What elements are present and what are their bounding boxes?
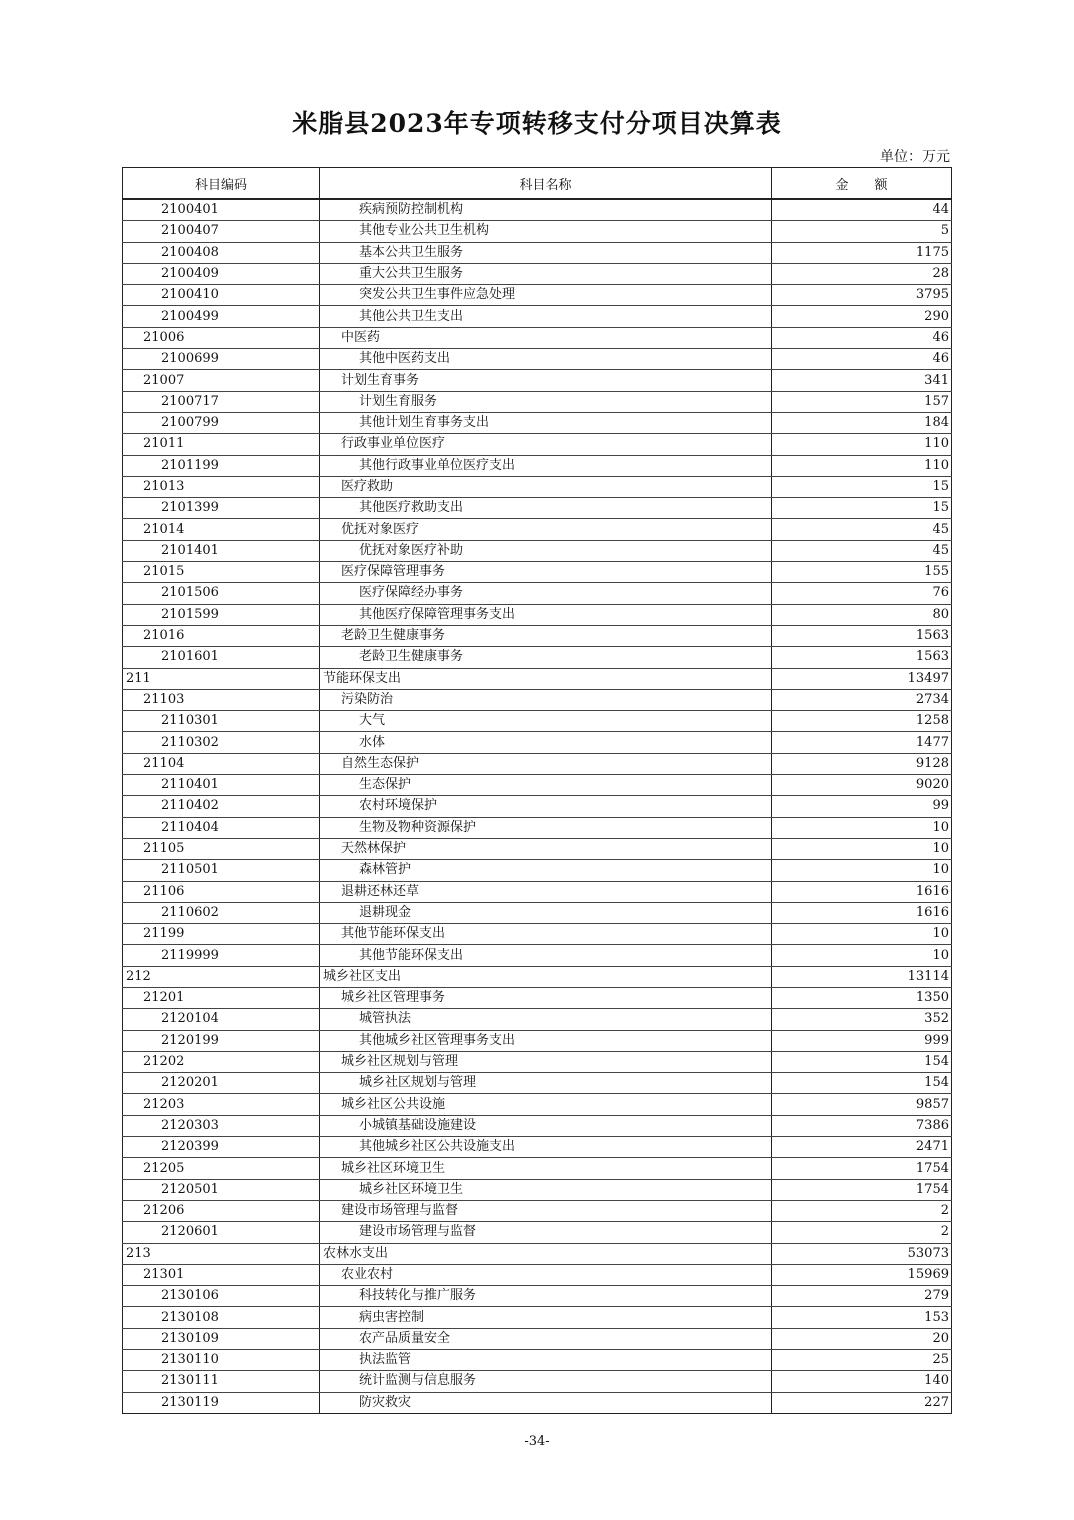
row-amount: 76	[772, 583, 952, 604]
row-name: 城乡社区环境卫生	[320, 1179, 772, 1200]
row-amount: 1616	[772, 881, 952, 902]
row-name: 医疗保障管理事务	[320, 562, 772, 583]
row-code: 2110301	[123, 711, 320, 732]
row-name: 其他节能环保支出	[320, 945, 772, 966]
table-row	[123, 370, 952, 391]
row-name: 城乡社区环境卫生	[320, 1158, 772, 1179]
row-code: 21201	[123, 987, 320, 1008]
row-name: 自然生态保护	[320, 753, 772, 774]
row-amount: 10	[772, 838, 952, 859]
row-name: 优抚对象医疗补助	[320, 540, 772, 561]
row-name: 疾病预防控制机构	[320, 199, 772, 221]
table-row	[123, 647, 952, 668]
row-amount: 9020	[772, 775, 952, 796]
table-row	[123, 881, 952, 902]
row-code: 2130108	[123, 1307, 320, 1328]
document-title: 米脂县2023年专项转移支付分项目决算表	[292, 109, 782, 138]
row-code: 2110302	[123, 732, 320, 753]
row-code: 2100408	[123, 242, 320, 263]
row-code: 2120501	[123, 1179, 320, 1200]
row-code: 2110401	[123, 775, 320, 796]
row-code: 2120201	[123, 1073, 320, 1094]
row-code: 2101401	[123, 540, 320, 561]
row-code: 2120199	[123, 1030, 320, 1051]
row-code: 2130110	[123, 1350, 320, 1371]
row-code: 213	[123, 1243, 320, 1264]
table-row	[123, 860, 952, 881]
row-amount: 1754	[772, 1158, 952, 1179]
row-name: 其他中医药支出	[320, 349, 772, 370]
table-row	[123, 604, 952, 625]
row-amount: 1350	[772, 987, 952, 1008]
row-amount: 15969	[772, 1264, 952, 1285]
table-row	[123, 1051, 952, 1072]
table-row	[123, 498, 952, 519]
row-amount: 10	[772, 860, 952, 881]
table-row	[123, 327, 952, 348]
table-row	[123, 1286, 952, 1307]
row-name: 城乡社区规划与管理	[320, 1051, 772, 1072]
row-amount: 1477	[772, 732, 952, 753]
row-code: 21103	[123, 689, 320, 710]
row-code: 2101199	[123, 455, 320, 476]
row-amount: 352	[772, 1009, 952, 1030]
table-row	[123, 391, 952, 412]
row-amount: 15	[772, 476, 952, 497]
table-row	[123, 689, 952, 710]
row-code: 2100717	[123, 391, 320, 412]
row-code: 21106	[123, 881, 320, 902]
table-row	[123, 966, 952, 987]
row-code: 2130106	[123, 1286, 320, 1307]
table-row	[123, 1371, 952, 1392]
table-row	[123, 1222, 952, 1243]
row-code: 2100409	[123, 263, 320, 284]
row-code: 2130111	[123, 1371, 320, 1392]
row-code: 2110602	[123, 902, 320, 923]
table-row	[123, 540, 952, 561]
column-header-code: 科目编码	[123, 168, 320, 200]
table-row	[123, 1179, 952, 1200]
row-amount: 10	[772, 817, 952, 838]
column-header-name: 科目名称	[320, 168, 772, 200]
row-name: 城乡社区管理事务	[320, 987, 772, 1008]
table-row	[123, 221, 952, 242]
row-code: 2110402	[123, 796, 320, 817]
table-row	[123, 1158, 952, 1179]
row-code: 21205	[123, 1158, 320, 1179]
row-name: 其他城乡社区管理事务支出	[320, 1030, 772, 1051]
row-name: 生物及物种资源保护	[320, 817, 772, 838]
budget-table	[122, 167, 952, 1414]
table-row	[123, 924, 952, 945]
row-name: 其他计划生育事务支出	[320, 412, 772, 433]
table-row	[123, 476, 952, 497]
row-amount: 46	[772, 327, 952, 348]
row-name: 生态保护	[320, 775, 772, 796]
row-amount: 999	[772, 1030, 952, 1051]
row-name: 优抚对象医疗	[320, 519, 772, 540]
table-row	[123, 285, 952, 306]
row-code: 2130109	[123, 1328, 320, 1349]
row-name: 建设市场管理与监督	[320, 1222, 772, 1243]
row-name: 科技转化与推广服务	[320, 1286, 772, 1307]
row-code: 2100410	[123, 285, 320, 306]
table-row	[123, 1307, 952, 1328]
row-amount: 9128	[772, 753, 952, 774]
row-name: 农产品质量安全	[320, 1328, 772, 1349]
row-amount: 290	[772, 306, 952, 327]
row-code: 21011	[123, 434, 320, 455]
row-code: 2100499	[123, 306, 320, 327]
table-row	[123, 349, 952, 370]
row-amount: 15	[772, 498, 952, 519]
row-name: 执法监管	[320, 1350, 772, 1371]
row-code: 21014	[123, 519, 320, 540]
row-name: 农业农村	[320, 1264, 772, 1285]
row-amount: 157	[772, 391, 952, 412]
table-row	[123, 1094, 952, 1115]
row-name: 基本公共卫生服务	[320, 242, 772, 263]
table-row	[123, 902, 952, 923]
row-amount: 13114	[772, 966, 952, 987]
table-body	[123, 199, 952, 1413]
row-code: 2120303	[123, 1115, 320, 1136]
row-amount: 13497	[772, 668, 952, 689]
row-name: 农林水支出	[320, 1243, 772, 1264]
row-code: 21199	[123, 924, 320, 945]
row-amount: 1258	[772, 711, 952, 732]
row-name: 中医药	[320, 327, 772, 348]
row-amount: 2	[772, 1200, 952, 1221]
row-amount: 99	[772, 796, 952, 817]
table-row	[123, 455, 952, 476]
table-row	[123, 1009, 952, 1030]
row-code: 21015	[123, 562, 320, 583]
row-code: 21202	[123, 1051, 320, 1072]
row-code: 2119999	[123, 945, 320, 966]
row-amount: 10	[772, 945, 952, 966]
table-row	[123, 1115, 952, 1136]
row-code: 2110501	[123, 860, 320, 881]
row-name: 其他行政事业单位医疗支出	[320, 455, 772, 476]
row-name: 大气	[320, 711, 772, 732]
row-name: 其他城乡社区公共设施支出	[320, 1137, 772, 1158]
row-name: 退耕还林还草	[320, 881, 772, 902]
row-amount: 1175	[772, 242, 952, 263]
row-name: 老龄卫生健康事务	[320, 625, 772, 646]
table-row	[123, 306, 952, 327]
table-row	[123, 519, 952, 540]
row-code: 21013	[123, 476, 320, 497]
row-name: 病虫害控制	[320, 1307, 772, 1328]
row-code: 2120399	[123, 1137, 320, 1158]
row-code: 21007	[123, 370, 320, 391]
row-code: 2101601	[123, 647, 320, 668]
table-row	[123, 945, 952, 966]
row-amount: 184	[772, 412, 952, 433]
row-code: 2110404	[123, 817, 320, 838]
row-amount: 80	[772, 604, 952, 625]
row-name: 退耕现金	[320, 902, 772, 923]
row-code: 2100401	[123, 199, 320, 221]
row-name: 老龄卫生健康事务	[320, 647, 772, 668]
row-code: 21016	[123, 625, 320, 646]
table-row	[123, 412, 952, 433]
row-name: 城乡社区公共设施	[320, 1094, 772, 1115]
row-amount: 2734	[772, 689, 952, 710]
row-amount: 1616	[772, 902, 952, 923]
table-row	[123, 668, 952, 689]
row-name: 行政事业单位医疗	[320, 434, 772, 455]
table-row	[123, 711, 952, 732]
row-code: 2100799	[123, 412, 320, 433]
table-row	[123, 817, 952, 838]
table-row	[123, 796, 952, 817]
row-amount: 5	[772, 221, 952, 242]
table-header	[123, 168, 952, 200]
row-code: 2101599	[123, 604, 320, 625]
row-amount: 28	[772, 263, 952, 284]
row-name: 防灾救灾	[320, 1392, 772, 1413]
row-code: 2120104	[123, 1009, 320, 1030]
row-amount: 46	[772, 349, 952, 370]
row-code: 21301	[123, 1264, 320, 1285]
table-row	[123, 1392, 952, 1413]
row-name: 计划生育事务	[320, 370, 772, 391]
row-name: 其他公共卫生支出	[320, 306, 772, 327]
row-amount: 20	[772, 1328, 952, 1349]
table-row	[123, 434, 952, 455]
table-row	[123, 1350, 952, 1371]
row-name: 城管执法	[320, 1009, 772, 1030]
table-row	[123, 753, 952, 774]
row-code: 212	[123, 966, 320, 987]
row-code: 2130119	[123, 1392, 320, 1413]
row-amount: 279	[772, 1286, 952, 1307]
row-amount: 110	[772, 455, 952, 476]
table-row	[123, 1264, 952, 1285]
row-name: 其他医疗救助支出	[320, 498, 772, 519]
row-name: 计划生育服务	[320, 391, 772, 412]
page-number: -34-	[524, 1434, 550, 1449]
table-row	[123, 987, 952, 1008]
row-code: 21206	[123, 1200, 320, 1221]
row-amount: 25	[772, 1350, 952, 1371]
row-name: 森林管护	[320, 860, 772, 881]
row-code: 21105	[123, 838, 320, 859]
row-code: 2100699	[123, 349, 320, 370]
row-amount: 10	[772, 924, 952, 945]
row-amount: 154	[772, 1073, 952, 1094]
row-amount: 155	[772, 562, 952, 583]
row-code: 2101399	[123, 498, 320, 519]
table-row	[123, 625, 952, 646]
table-row	[123, 1200, 952, 1221]
row-amount: 9857	[772, 1094, 952, 1115]
table-row	[123, 1328, 952, 1349]
row-amount: 1563	[772, 647, 952, 668]
row-amount: 153	[772, 1307, 952, 1328]
table-row	[123, 775, 952, 796]
table-row	[123, 1137, 952, 1158]
row-name: 建设市场管理与监督	[320, 1200, 772, 1221]
row-name: 城乡社区支出	[320, 966, 772, 987]
row-amount: 154	[772, 1051, 952, 1072]
row-code: 211	[123, 668, 320, 689]
table-row	[123, 732, 952, 753]
table-row	[123, 838, 952, 859]
row-name: 重大公共卫生服务	[320, 263, 772, 284]
row-code: 2120601	[123, 1222, 320, 1243]
row-name: 医疗保障经办事务	[320, 583, 772, 604]
row-name: 突发公共卫生事件应急处理	[320, 285, 772, 306]
row-amount: 110	[772, 434, 952, 455]
row-amount: 140	[772, 1371, 952, 1392]
row-amount: 2471	[772, 1137, 952, 1158]
row-amount: 227	[772, 1392, 952, 1413]
column-header-amount: 金 额	[772, 168, 952, 200]
row-amount: 1563	[772, 625, 952, 646]
row-amount: 341	[772, 370, 952, 391]
row-amount: 7386	[772, 1115, 952, 1136]
row-name: 统计监测与信息服务	[320, 1371, 772, 1392]
table-row	[123, 562, 952, 583]
row-name: 医疗救助	[320, 476, 772, 497]
row-name: 节能环保支出	[320, 668, 772, 689]
row-name: 水体	[320, 732, 772, 753]
row-code: 21104	[123, 753, 320, 774]
row-amount: 45	[772, 540, 952, 561]
table-row	[123, 583, 952, 604]
row-code: 21006	[123, 327, 320, 348]
row-code: 2100407	[123, 221, 320, 242]
row-name: 城乡社区规划与管理	[320, 1073, 772, 1094]
row-amount: 44	[772, 199, 952, 221]
row-name: 农村环境保护	[320, 796, 772, 817]
table-row	[123, 1243, 952, 1264]
row-name: 其他专业公共卫生机构	[320, 221, 772, 242]
row-name: 其他节能环保支出	[320, 924, 772, 945]
table-row	[123, 1073, 952, 1094]
row-name: 小城镇基础设施建设	[320, 1115, 772, 1136]
row-amount: 53073	[772, 1243, 952, 1264]
unit-label: 单位：万元	[880, 149, 950, 165]
row-name: 天然林保护	[320, 838, 772, 859]
table-row	[123, 242, 952, 263]
table-row	[123, 1030, 952, 1051]
row-name: 污染防治	[320, 689, 772, 710]
row-amount: 2	[772, 1222, 952, 1243]
table-row	[123, 263, 952, 284]
row-amount: 3795	[772, 285, 952, 306]
header-row	[123, 168, 952, 200]
row-name: 其他医疗保障管理事务支出	[320, 604, 772, 625]
table-row	[123, 199, 952, 221]
row-amount: 1754	[772, 1179, 952, 1200]
row-code: 21203	[123, 1094, 320, 1115]
row-code: 2101506	[123, 583, 320, 604]
row-amount: 45	[772, 519, 952, 540]
